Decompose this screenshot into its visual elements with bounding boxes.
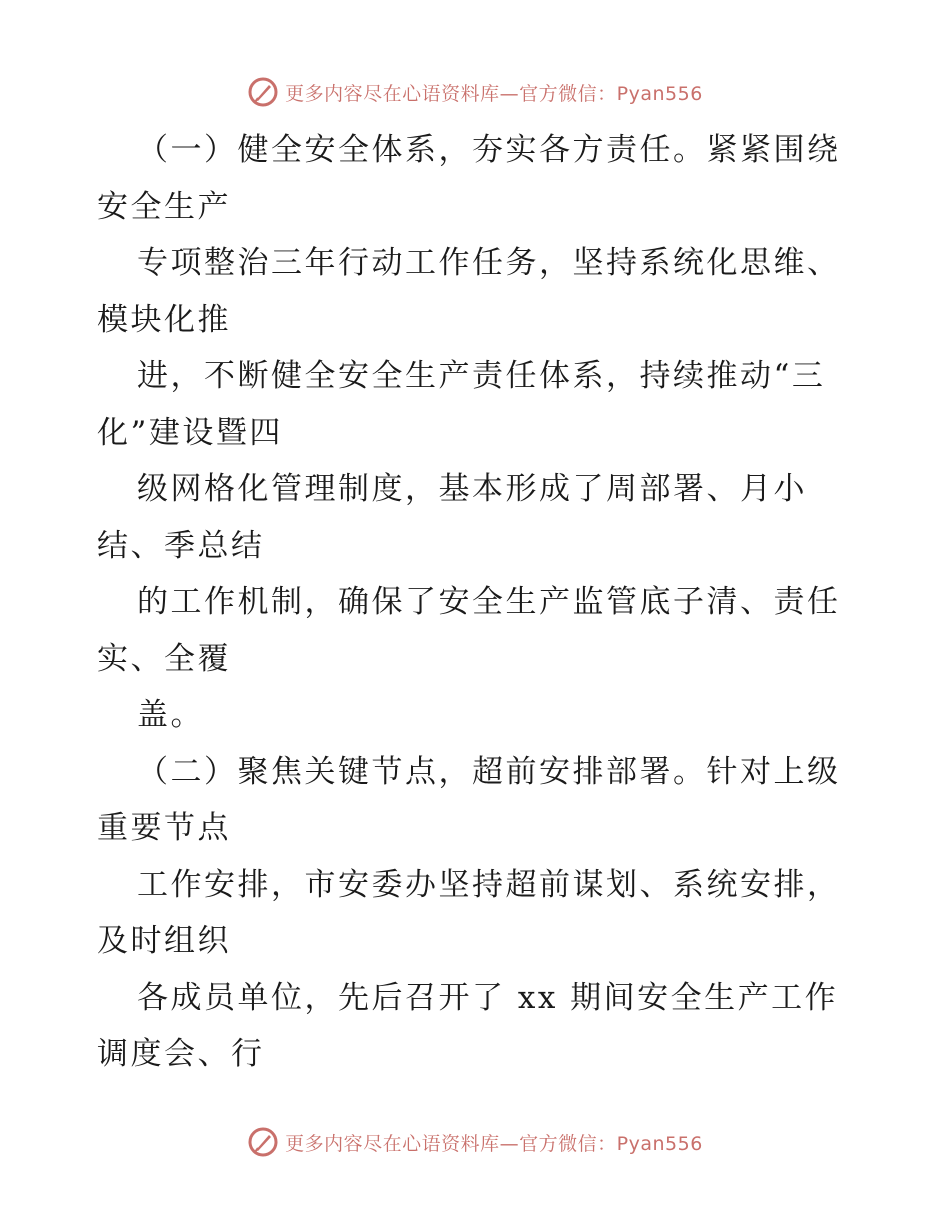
body-line: 结、季总结	[97, 527, 265, 564]
body-line: （一）健全安全体系，夯实各方责任。紧紧围绕	[137, 132, 841, 168]
body-line: 模块化推	[97, 301, 231, 338]
body-line: 进，不断健全安全生产责任体系，持续推动“三	[137, 358, 826, 394]
document-body	[97, 122, 857, 1083]
body-line: 各成员单位，先后召开了 xx 期间安全生产工作	[137, 979, 839, 1016]
header-watermark	[0, 76, 950, 108]
body-line: 重要节点	[97, 810, 231, 846]
body-line: 工作安排，市安委办坚持超前谋划、系统安排，	[137, 866, 841, 903]
body-line: 的工作机制，确保了安全生产监管底子清、责任	[137, 584, 841, 620]
feather-pen-logo-icon	[247, 1126, 279, 1158]
body-line: （二）聚焦关键节点，超前安排部署。针对上级	[137, 753, 841, 790]
watermark-text: 更多内容尽在心语资料库—官方微信：Pyan556	[285, 1132, 703, 1155]
body-line: 调度会、行	[97, 1036, 265, 1072]
body-line: 化”建设暨四	[97, 414, 283, 451]
body-line: 级网格化管理制度，基本形成了周部署、月小	[137, 471, 807, 507]
watermark-text: 更多内容尽在心语资料库—官方微信：Pyan556	[285, 82, 703, 105]
body-line: 实、全覆	[97, 640, 231, 677]
feather-pen-logo-icon	[247, 76, 279, 108]
body-line: 及时组织	[97, 923, 231, 959]
footer-watermark	[0, 1126, 950, 1158]
body-line: 安全生产	[97, 188, 231, 225]
body-line: 专项整治三年行动工作任务，坚持系统化思维、	[137, 245, 841, 281]
body-line: 盖。	[137, 697, 204, 733]
